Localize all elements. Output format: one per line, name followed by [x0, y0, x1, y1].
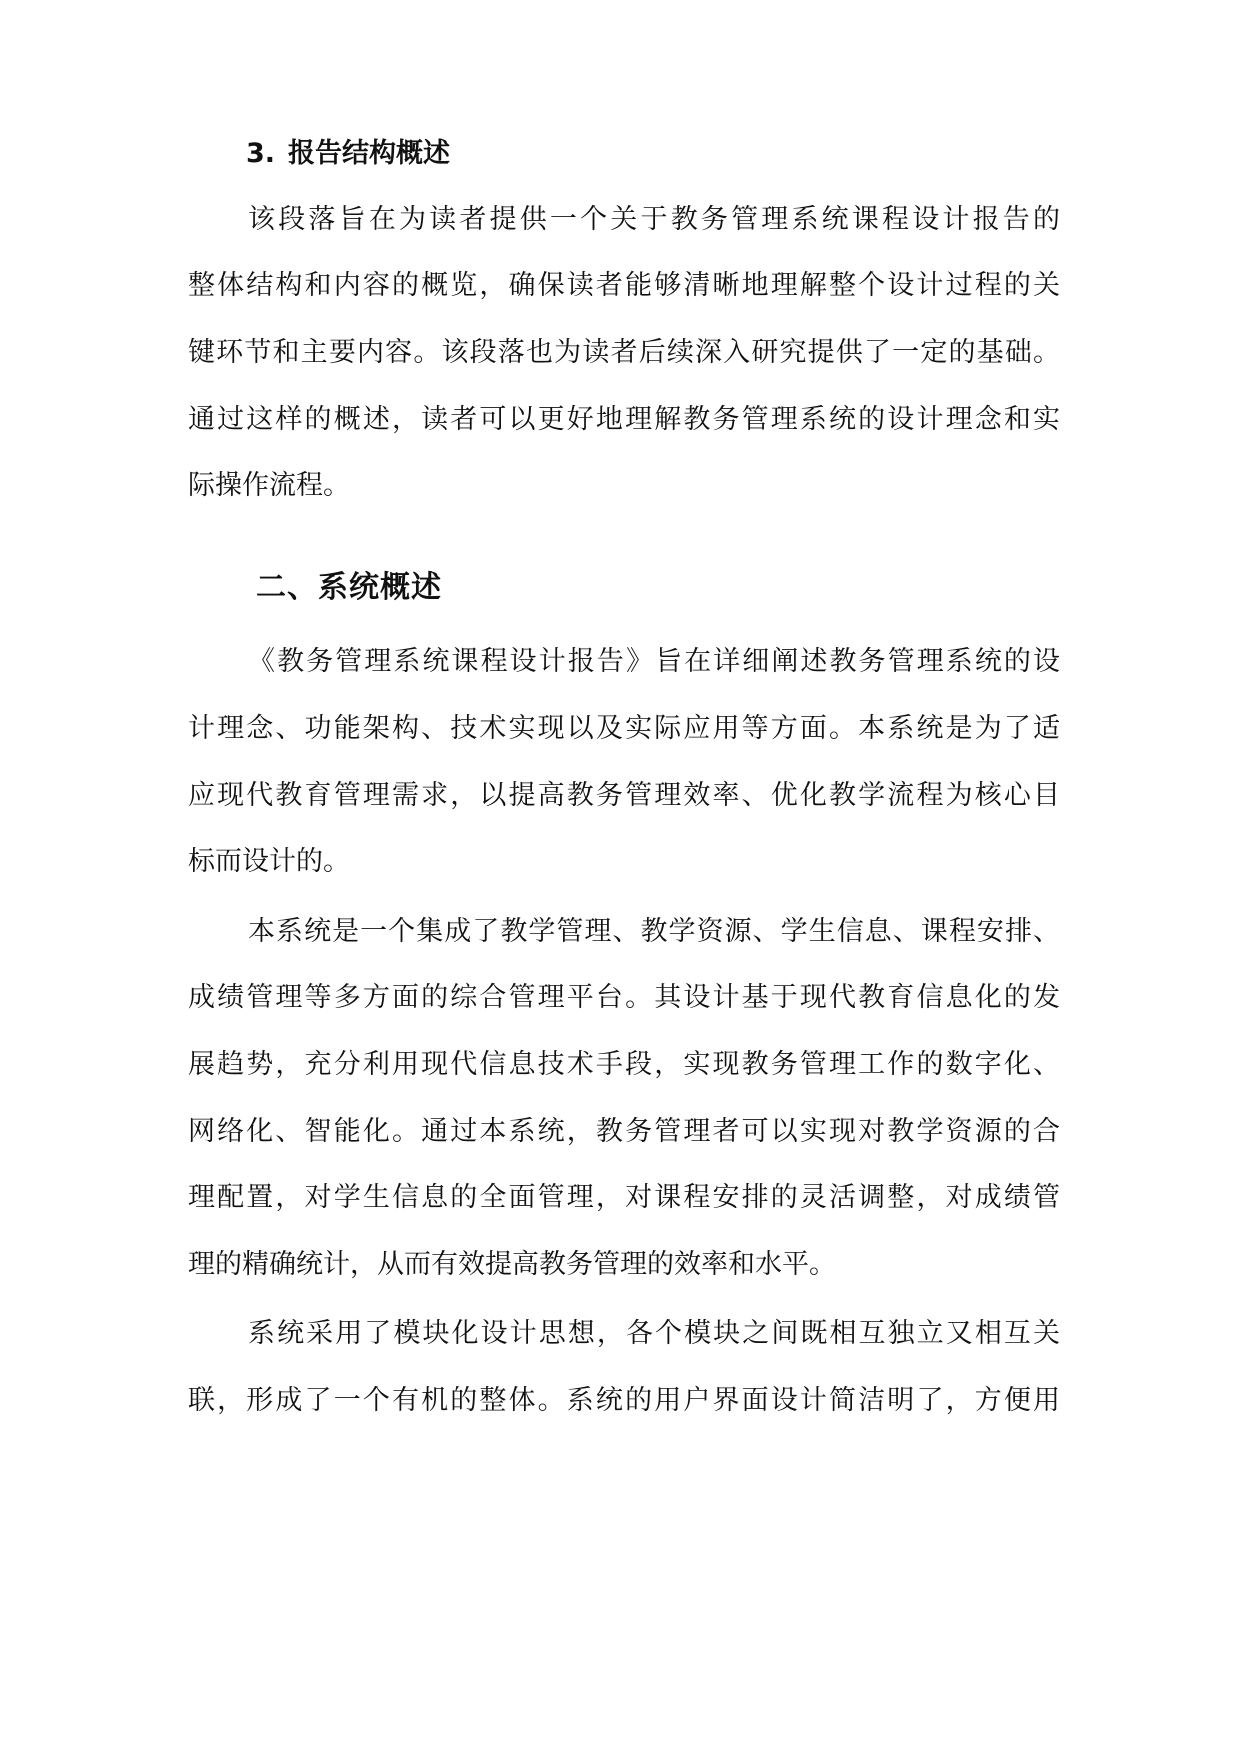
paragraph-line: 键环节和主要内容。该段落也为读者后续深入研究提供了一定的基础。	[188, 337, 1060, 368]
paragraph-line: 理配置，对学生信息的全面管理，对课程安排的灵活调整，对成绩管	[188, 1182, 1060, 1213]
paragraph-line: 际操作流程。	[188, 470, 350, 501]
paragraph-line: 成绩管理等多方面的综合管理平台。其设计基于现代教育信息化的发	[188, 982, 1060, 1013]
paragraph-line: 标而设计的。	[188, 846, 350, 877]
paragraph-line: 应现代教育管理需求，以提高教务管理效率、优化教学流程为核心目	[188, 780, 1060, 811]
paragraph-line: 《教务管理系统课程设计报告》旨在详细阐述教务管理系统的设	[248, 646, 1060, 677]
paragraph-line: 该段落旨在为读者提供一个关于教务管理系统课程设计报告的	[248, 204, 1060, 235]
paragraph-line: 计理念、功能架构、技术实现以及实际应用等方面。本系统是为了适	[188, 713, 1060, 744]
paragraph-line: 理的精确统计，从而有效提高教务管理的效率和水平。	[188, 1249, 836, 1280]
section-2-heading: 二、系统概述	[256, 570, 442, 605]
paragraph-line: 联，形成了一个有机的整体。系统的用户界面设计简洁明了，方便用	[188, 1385, 1060, 1416]
section-3-title: 报告结构概述	[288, 138, 450, 169]
section-3-number: 3.	[246, 138, 276, 169]
paragraph-line: 系统采用了模块化设计思想，各个模块之间既相互独立又相互关	[248, 1318, 1060, 1349]
section-3-heading	[246, 134, 450, 174]
paragraph-line: 展趋势，充分利用现代信息技术手段，实现教务管理工作的数字化、	[188, 1049, 1060, 1080]
paragraph-line: 网络化、智能化。通过本系统，教务管理者可以实现对教学资源的合	[188, 1116, 1060, 1147]
paragraph-line: 通过这样的概述，读者可以更好地理解教务管理系统的设计理念和实	[188, 404, 1060, 435]
paragraph-line: 本系统是一个集成了教学管理、教学资源、学生信息、课程安排、	[248, 916, 1060, 947]
paragraph-line: 整体结构和内容的概览，确保读者能够清晰地理解整个设计过程的关	[188, 270, 1060, 301]
